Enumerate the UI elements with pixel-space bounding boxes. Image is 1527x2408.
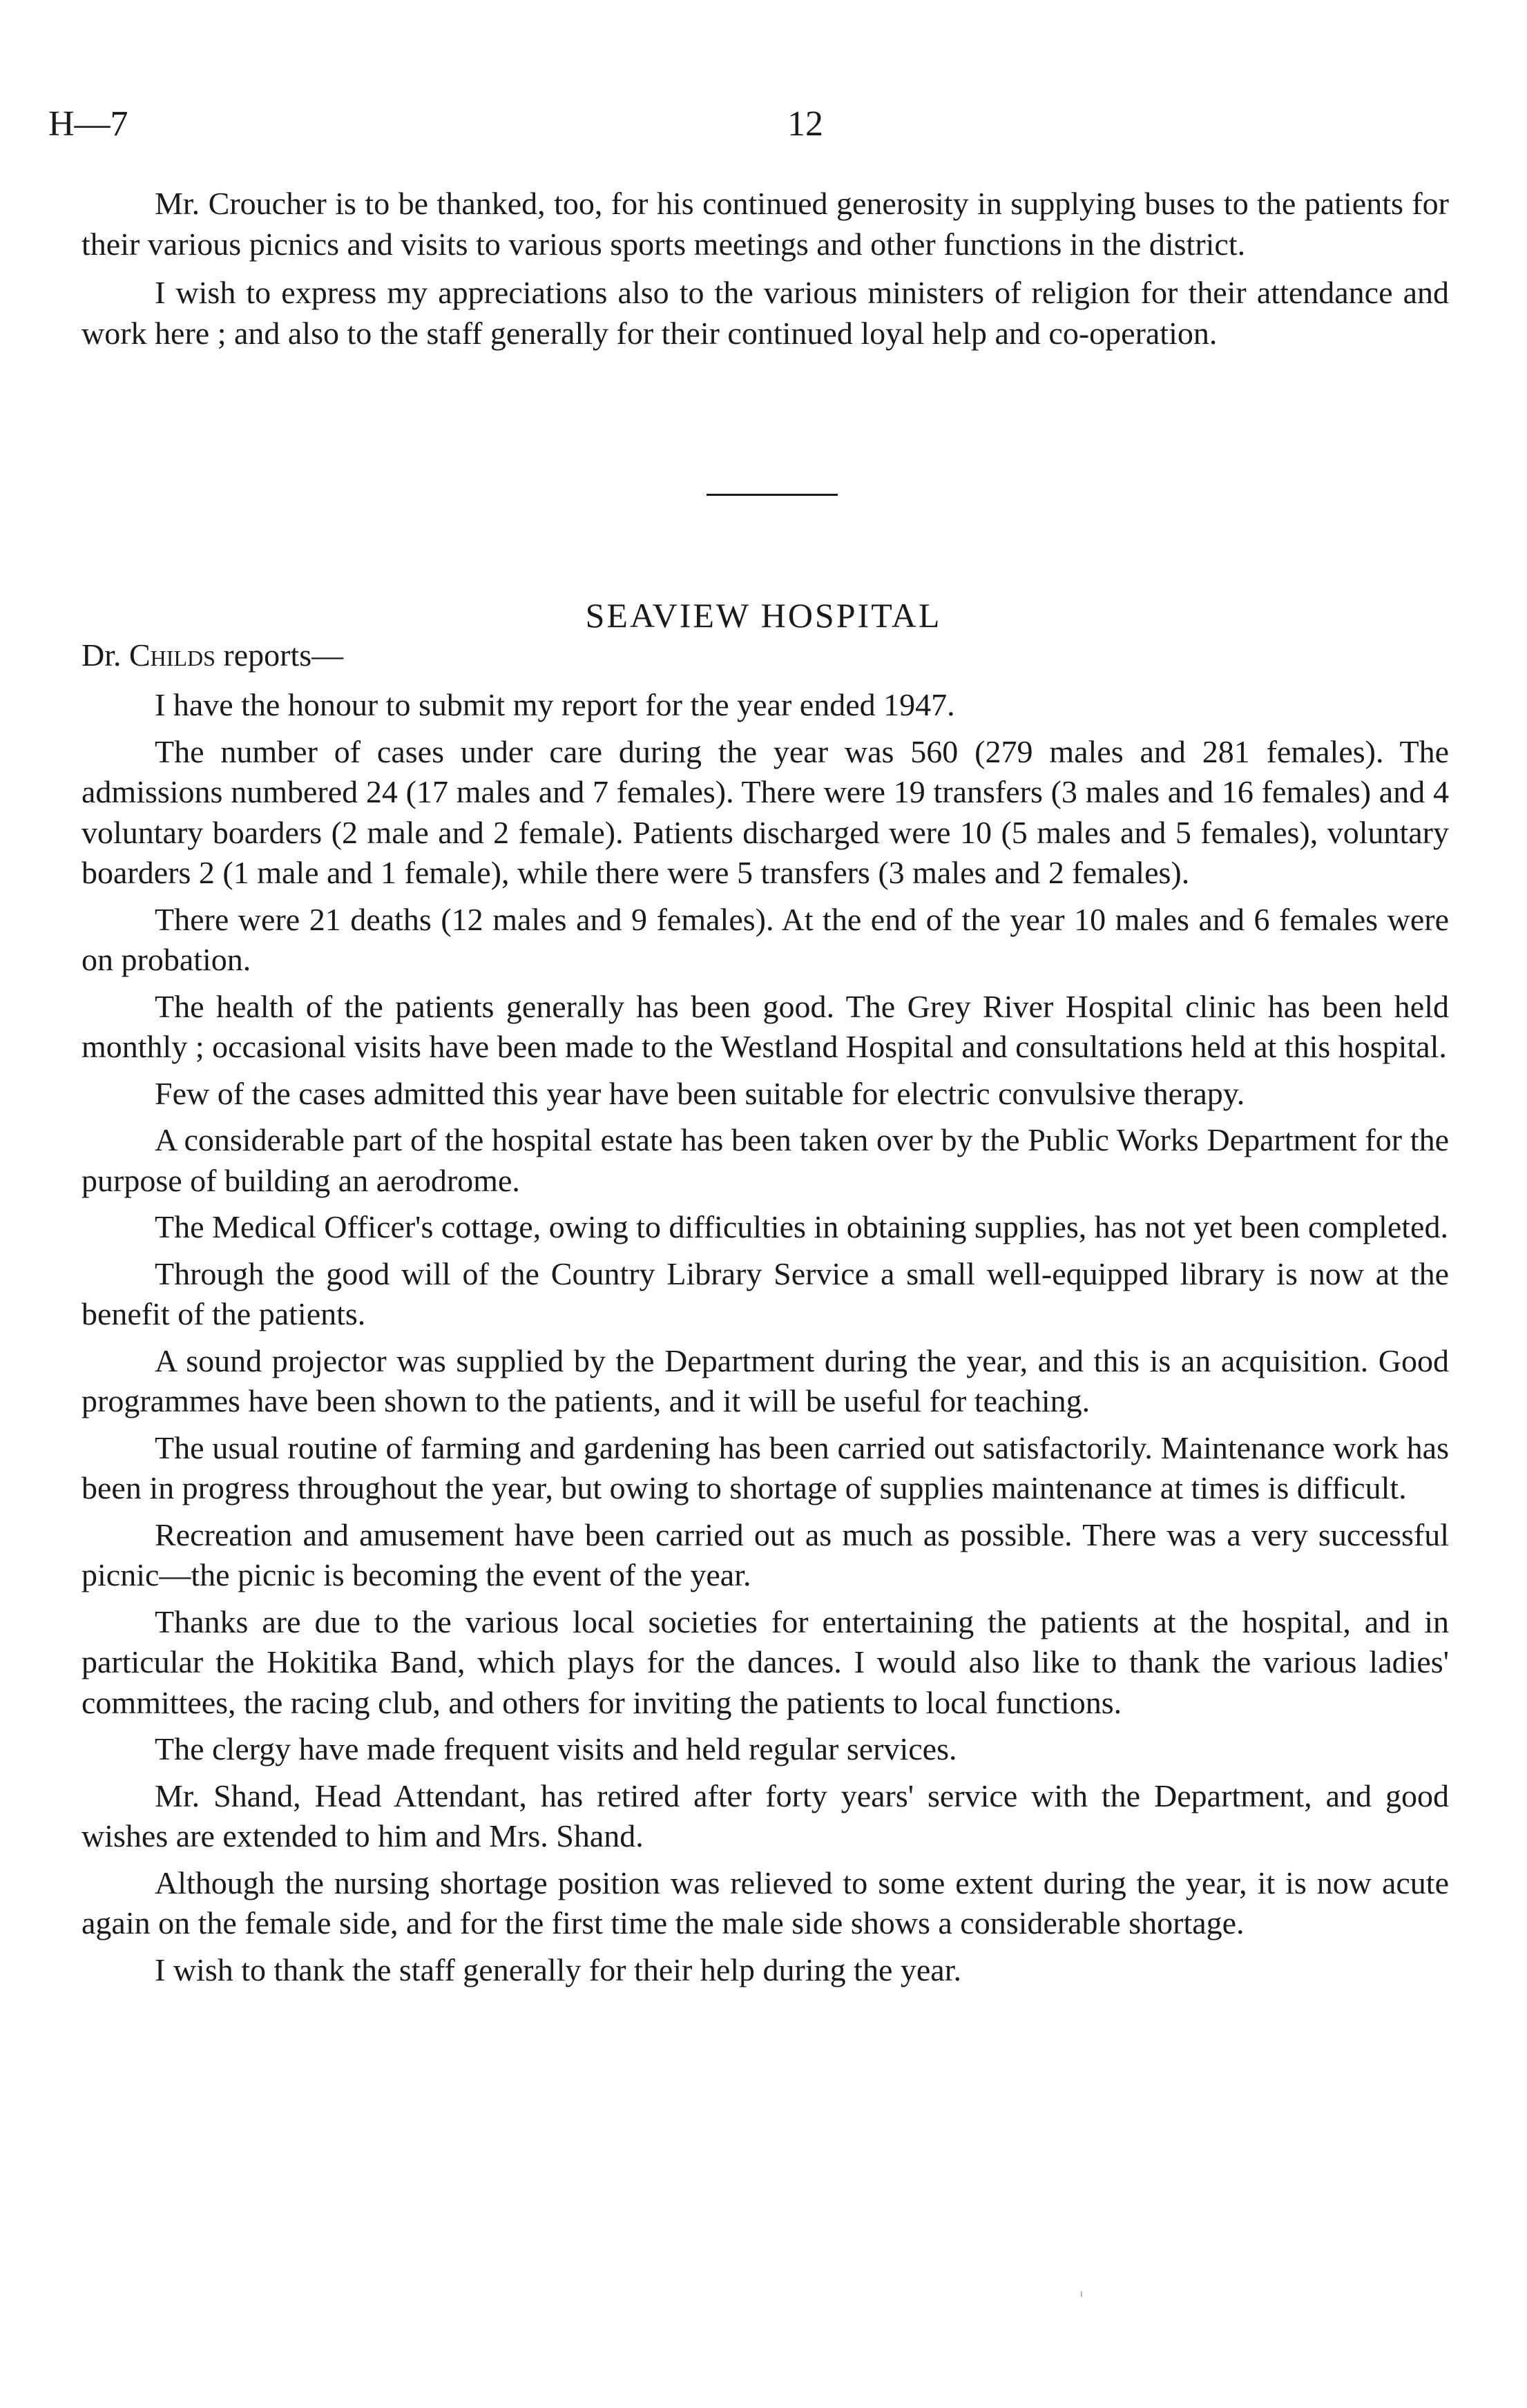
reporter-prefix: Dr. (81, 637, 122, 673)
paragraph: Few of the cases admitted this year have been suitable for electric convulsive therapy. (155, 1075, 1245, 1111)
paragraph: Thanks are due to the various local societies for entertaining the patients at the hospital, and in particular the Hokitika Band, which plays for the dances. I would also like to thank the various ladies' committees, the racing club, and others for inviting the patients to local functions. (81, 1603, 1449, 1720)
paragraph: A considerable part of the hospital estate has been taken over by the Public Works Department for the purpose of building an aerodrome. (81, 1122, 1449, 1198)
paragraph: I wish to express my appreciations also to the various ministers of religion for their attendance and work here ; and also to the staff generally for their continued loyal help and co-operation. (81, 275, 1449, 351)
paragraph: Although the nursing shortage position was relieved to some extent during the year, it is now acute again on the female side, and for the first time the male side shows a considerable shortage. (81, 1865, 1449, 1940)
reporter-suffix: reports— (223, 637, 344, 673)
page-header (48, 104, 1457, 159)
page-number: 12 (787, 104, 823, 144)
paragraph: I have the honour to submit my report for the year ended 1947. (155, 687, 955, 722)
paragraph: Through the good will of the Country Library Service a small well-equipped library is now at the benefit of the patients. (81, 1255, 1449, 1331)
paragraph: I wish to thank the staff generally for their help during the year. (155, 1952, 961, 1987)
paragraph: The health of the patients generally has been good. The Grey River Hospital clinic has been held monthly ; occasional visits have been made to the Westland Hospital and consultations held at this hospital. (81, 988, 1449, 1064)
reporter-name: Childs (129, 637, 215, 673)
scan-speck (1081, 2291, 1082, 2297)
paragraph: Mr. Shand, Head Attendant, has retired after forty years' service with the Department, and good wishes are extended to him and Mrs. Shand. (81, 1778, 1449, 1853)
section-divider (707, 494, 838, 496)
paragraph: A sound projector was supplied by the Department during the year, and this is an acquisition. Good programmes have been shown to the patients, and it will be useful for teaching. (81, 1342, 1449, 1418)
paragraph: The number of cases under care during the year was 560 (279 males and 281 females). The admissions numbered 24 (17 males and 7 females). There were 19 transfers (3 males and 16 females) and 4 voluntary boarders (2 male and 2 female). Patients discharged were 10 (5 males and 5 females), voluntary boarders 2 (1 male and 1 female), while there were 5 transfers (3 males and 2 females). (81, 733, 1449, 890)
intro-text-block (81, 184, 1449, 354)
paragraph: The Medical Officer's cottage, owing to difficulties in obtaining supplies, has not yet been completed. (155, 1209, 1448, 1244)
paragraph: Mr. Croucher is to be thanked, too, for his continued generosity in supplying buses to the patients for their various picnics and visits to various sports meetings and other functions in the district. (81, 186, 1449, 262)
paragraph: There were 21 deaths (12 males and 9 females). At the end of the year 10 males and 6 females were on probation. (81, 901, 1449, 977)
paragraph: The usual routine of farming and gardening has been carried out satisfactorily. Maintenance work has been in progress throughout the year, but owing to shortage of supplies maintenance at times is difficult. (81, 1429, 1449, 1505)
reporter-line (81, 637, 343, 673)
paragraph: Recreation and amusement have been carried out as much as possible. There was a very successful picnic—the picnic is becoming the event of the year. (81, 1516, 1449, 1592)
report-text-block (81, 685, 1449, 1990)
document-reference: H—7 (48, 104, 128, 144)
section-title: SEAVIEW HOSPITAL (585, 596, 942, 635)
paragraph: The clergy have made frequent visits and held regular services. (155, 1731, 957, 1766)
